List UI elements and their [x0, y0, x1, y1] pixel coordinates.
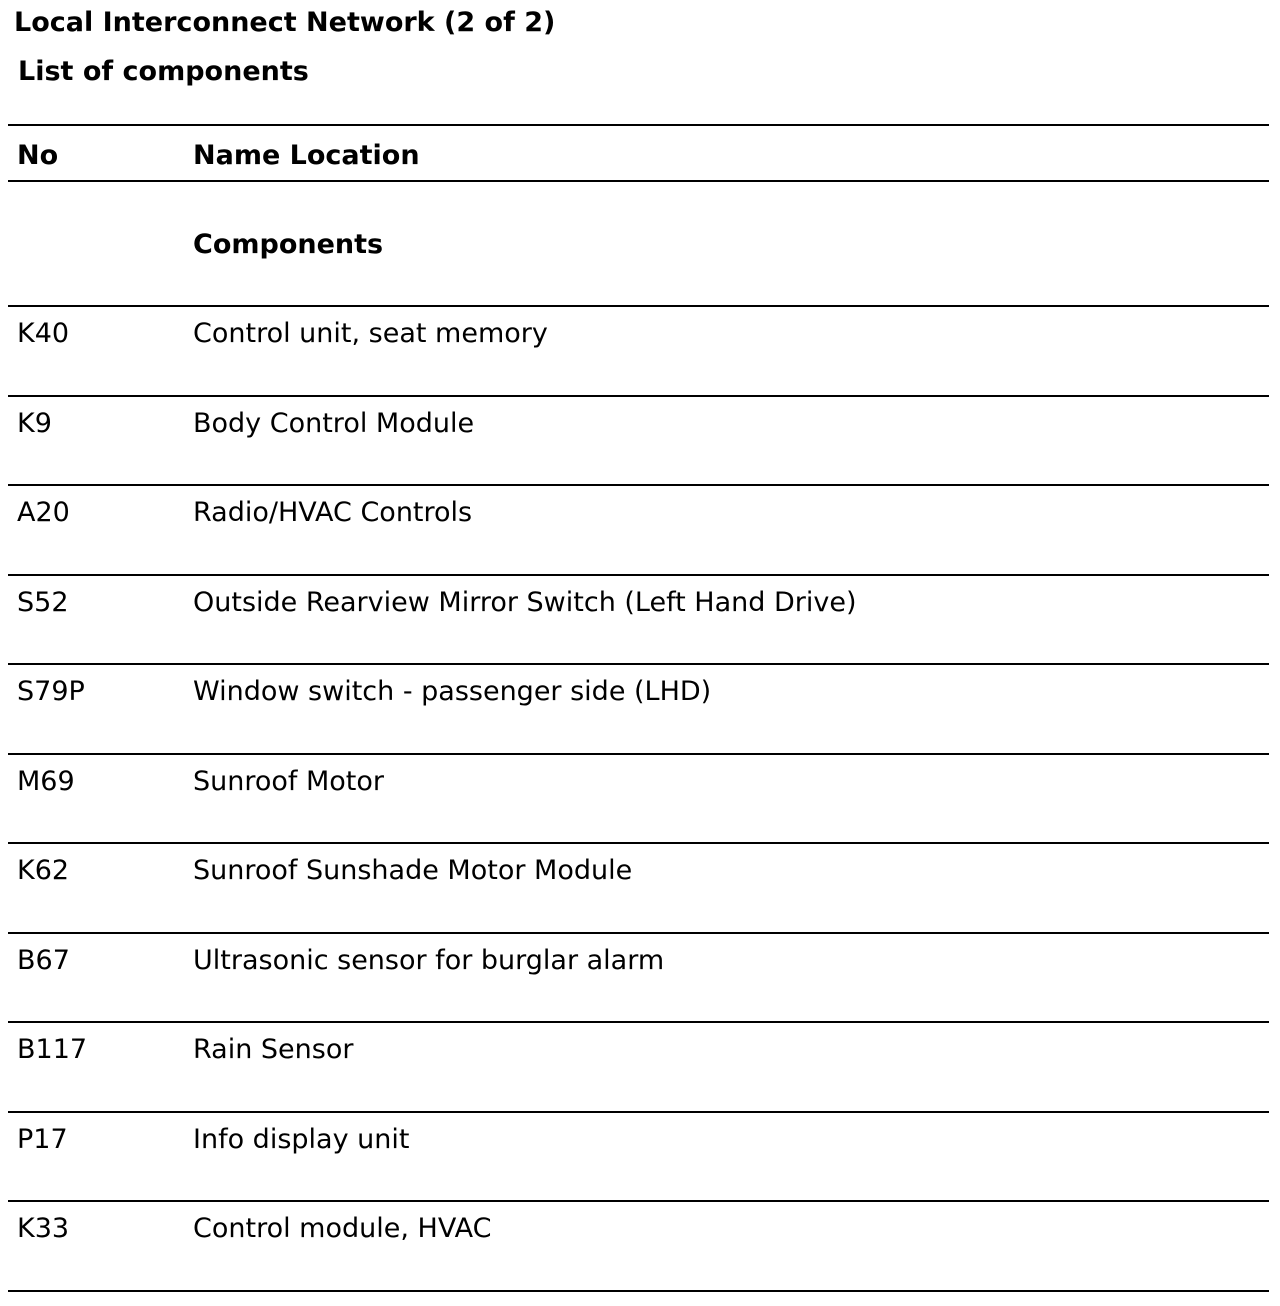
component-number: K40 — [17, 318, 70, 349]
table-row — [8, 665, 1269, 753]
document-subtitle: List of components — [18, 56, 309, 87]
table-row — [8, 307, 1269, 395]
document-title: Local Interconnect Network (2 of 2) — [14, 7, 556, 38]
section-row — [8, 182, 1269, 305]
header-no: No — [17, 140, 59, 171]
component-number: K62 — [17, 855, 70, 886]
component-number: K9 — [17, 407, 52, 439]
component-name: Window switch - passenger side (LHD) — [193, 676, 712, 707]
component-name: Outside Rearview Mirror Switch (Left Hand Drive) — [193, 586, 857, 618]
component-name: Body Control Module — [193, 407, 475, 439]
table-row — [8, 755, 1269, 843]
component-number: S79P — [17, 676, 85, 707]
table-row — [8, 934, 1269, 1022]
row-rule — [8, 1290, 1269, 1292]
component-name: Info display unit — [193, 1123, 410, 1155]
section-label: Components — [193, 229, 384, 260]
table-row — [8, 397, 1269, 485]
table-row — [8, 1113, 1269, 1201]
component-name: Ultrasonic sensor for burglar alarm — [193, 944, 665, 976]
component-number: A20 — [17, 497, 70, 528]
table-row — [8, 1023, 1269, 1111]
table-body — [8, 307, 1269, 1292]
table-row — [8, 486, 1269, 574]
component-number: S52 — [17, 586, 69, 618]
component-name: Control unit, seat memory — [193, 318, 548, 349]
component-number: P17 — [17, 1123, 68, 1155]
table-row — [8, 1202, 1269, 1290]
header-name-location: Name Location — [193, 140, 420, 171]
table-header-row — [8, 126, 1269, 180]
component-name: Rain Sensor — [193, 1034, 354, 1065]
table-row — [8, 576, 1269, 664]
components-table — [8, 124, 1269, 1292]
component-name: Radio/HVAC Controls — [193, 497, 473, 528]
component-number: K33 — [17, 1213, 70, 1244]
component-name: Control module, HVAC — [193, 1213, 492, 1244]
component-number: B67 — [17, 944, 70, 976]
component-name: Sunroof Sunshade Motor Module — [193, 855, 633, 886]
table-row — [8, 844, 1269, 932]
component-name: Sunroof Motor — [193, 765, 385, 797]
component-number: B117 — [17, 1034, 88, 1065]
component-number: M69 — [17, 765, 75, 797]
